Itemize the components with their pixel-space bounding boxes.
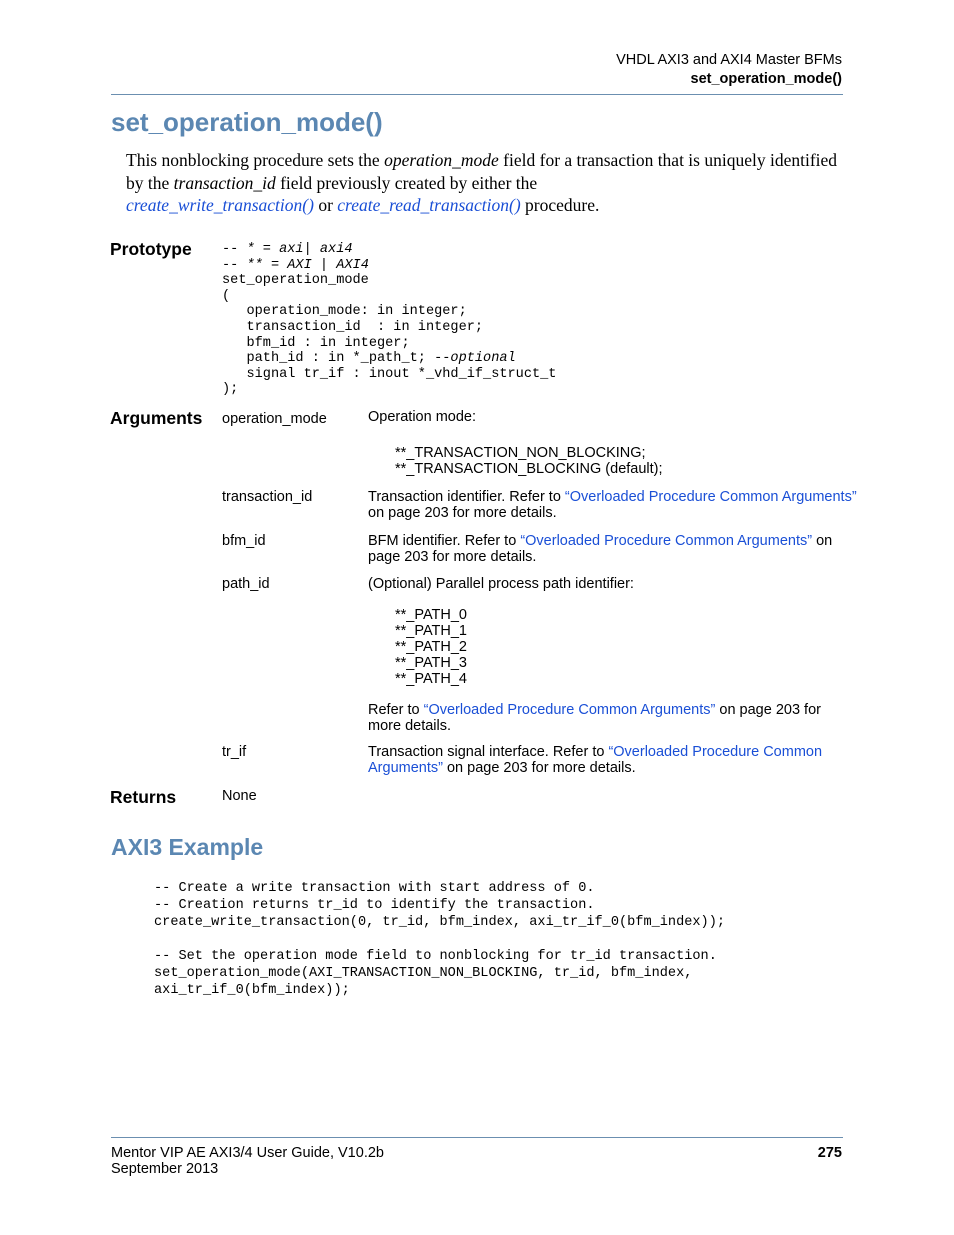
prototype-label: Prototype (110, 239, 192, 259)
code-comment: ** = AXI | AXI4 (246, 257, 369, 273)
code-line: -- Set the operation mode field to nonblocking for tr_id transaction. (154, 949, 717, 964)
footer-info (111, 1145, 384, 1177)
arg-desc-tr-if (368, 744, 858, 776)
arg-name-path-id: path_id (222, 576, 270, 592)
intro-field-transaction-id: transaction_id (173, 172, 276, 193)
enum-value: **_PATH_0 (395, 607, 467, 623)
enum-value: **_PATH_4 (395, 671, 467, 687)
arg-desc-text: Transaction signal interface. Refer to (368, 744, 609, 760)
example-code (154, 880, 725, 999)
code-line: -- Create a write transaction with start address of 0. (154, 881, 595, 896)
arg-desc-text: Transaction identifier. Refer to (368, 489, 565, 505)
enum-value: **_PATH_2 (395, 639, 467, 655)
footer-guide-title: Mentor VIP AE AXI3/4 User Guide, V10.2b (111, 1145, 384, 1161)
code-line: signal tr_if : inout *_vhd_if_struct_t (222, 366, 557, 382)
code-line: ); (222, 382, 239, 398)
intro-text: procedure. (520, 195, 600, 215)
intro-field-operation-mode: operation_mode (384, 150, 499, 170)
code-line: -- Creation returns tr_id to identify the transaction. (154, 898, 595, 913)
footer-date: September 2013 (111, 1161, 219, 1177)
returns-value: None (222, 788, 257, 804)
arg-desc-text: Operation mode: (368, 409, 477, 425)
link-overloaded-procedure-args[interactable]: “Overloaded Procedure Common Arguments” (520, 533, 813, 549)
arg-desc-transaction-id (368, 489, 858, 521)
code-line: operation_mode: in integer; (222, 304, 467, 320)
intro-text: field previously created by either the (275, 172, 538, 193)
link-overloaded-procedure-args[interactable]: “Overloaded Procedure Common Arguments” (564, 489, 857, 505)
arg-name-transaction-id: transaction_id (222, 489, 313, 505)
code-text: -- (222, 242, 247, 257)
intro-text: field for a transaction that is uniquely identified by the (126, 150, 838, 193)
arg-desc-text: (Optional) Parallel process path identifier: (368, 576, 634, 592)
code-line: create_write_transaction(0, tr_id, bfm_index, axi_tr_if_0(bfm_index)); (154, 915, 726, 930)
arg-desc-text: on page 203 for more details. (368, 533, 833, 565)
arg-desc-text: on page 203 for more details. (368, 702, 821, 734)
code-line: ( (222, 288, 231, 304)
enum-value: **_PATH_1 (395, 623, 467, 639)
code-text: -- (222, 257, 247, 273)
code-line: path_id : in *_path_t; -- (222, 351, 451, 367)
arg-name-tr-if: tr_if (222, 744, 247, 760)
intro-paragraph (126, 149, 846, 217)
code-line: bfm_id : in integer; (222, 335, 410, 351)
link-overloaded-procedure-args[interactable]: “Overloaded Procedure Common Arguments” (368, 744, 823, 776)
arg-desc-text: Refer to (368, 702, 424, 718)
code-line: set_operation_mode(AXI_TRANSACTION_NON_BLOCKING, tr_id, bfm_index, (154, 966, 693, 981)
link-overloaded-procedure-args[interactable]: “Overloaded Procedure Common Arguments” (423, 702, 716, 718)
code-line: set_operation_mode (222, 273, 369, 289)
arg-desc-bfm-id (368, 533, 858, 565)
header-rule (111, 94, 843, 95)
arg-name-bfm-id: bfm_id (222, 533, 266, 549)
returns-label: Returns (110, 787, 177, 807)
running-header-topic: set_operation_mode() (690, 71, 842, 87)
arg-desc-text: on page 203 for more details. (368, 505, 557, 521)
prototype-code (222, 242, 556, 398)
arg-name-operation-mode: operation_mode (222, 411, 327, 427)
footer-rule (111, 1137, 843, 1138)
enum-value: **_TRANSACTION_BLOCKING (default); (395, 461, 663, 477)
arg-desc-path-id (368, 576, 858, 734)
intro-text: This nonblocking procedure sets the (126, 150, 385, 170)
arg-desc-text: BFM identifier. Refer to (368, 533, 521, 549)
running-header-section: VHDL AXI3 and AXI4 Master BFMs (616, 52, 842, 68)
enum-value: **_PATH_3 (395, 655, 467, 671)
link-create-read-transaction[interactable]: create_read_transaction() (337, 195, 521, 215)
page-number: 275 (817, 1145, 842, 1161)
code-comment: * = axi| axi4 (246, 242, 353, 257)
link-create-write-transaction[interactable]: create_write_transaction() (126, 195, 314, 215)
code-line: axi_tr_if_0(bfm_index)); (154, 983, 350, 998)
intro-text: or (313, 195, 338, 215)
page-title: set_operation_mode() (111, 107, 383, 137)
arg-desc-operation-mode (368, 409, 858, 477)
arguments-label: Arguments (110, 408, 203, 428)
example-heading: AXI3 Example (111, 834, 264, 860)
code-line (154, 931, 725, 948)
code-comment: optional (450, 351, 516, 367)
code-line: transaction_id : in integer; (222, 319, 484, 335)
arg-desc-text: on page 203 for more details. (442, 760, 636, 776)
enum-value: **_TRANSACTION_NON_BLOCKING; (395, 445, 646, 461)
